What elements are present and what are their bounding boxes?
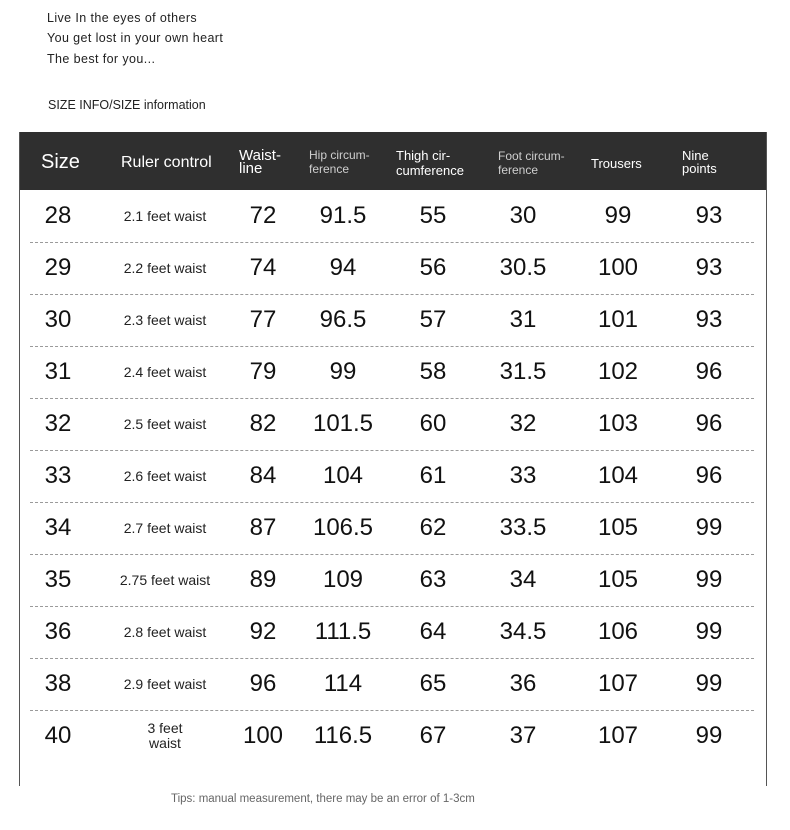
foot-cell: 34.5: [499, 618, 547, 645]
nine-points-cell: 99: [695, 514, 723, 541]
table-row: [20, 242, 766, 294]
foot-cell: 32: [509, 410, 537, 437]
waistline-cell: 79: [249, 358, 277, 385]
size-cell: 38: [44, 670, 72, 697]
waistline-cell: 96: [249, 670, 277, 697]
hip-cell: 109: [322, 566, 364, 593]
thigh-cell: 58: [419, 358, 447, 385]
thigh-cell: 61: [419, 462, 447, 489]
hip-cell: 116.5: [313, 722, 373, 749]
size-cell: 35: [44, 566, 72, 593]
nine-points-cell: 99: [695, 670, 723, 697]
ruler-control-cell: 2.6 feet waist: [123, 467, 207, 484]
trousers-cell: 102: [597, 358, 639, 385]
nine-points-cell: 99: [695, 566, 723, 593]
ruler-control-cell: 2.8 feet waist: [123, 623, 207, 640]
table-header: [20, 132, 766, 190]
foot-cell: 34: [509, 566, 537, 593]
hip-cell: 104: [322, 462, 364, 489]
header-ruler-control: Ruler control: [121, 154, 212, 171]
hip-cell: 99: [329, 358, 357, 385]
trousers-cell: 104: [597, 462, 639, 489]
waistline-cell: 72: [249, 202, 277, 229]
nine-points-cell: 93: [695, 306, 723, 333]
size-info-heading: SIZE INFO/SIZE information: [48, 98, 206, 112]
thigh-cell: 64: [419, 618, 447, 645]
foot-cell: 31.5: [499, 358, 547, 385]
hip-cell: 106.5: [312, 514, 374, 541]
waistline-cell: 100: [242, 722, 284, 749]
size-table: [19, 132, 767, 786]
waistline-cell: 84: [249, 462, 277, 489]
thigh-cell: 67: [419, 722, 447, 749]
nine-points-cell: 96: [695, 358, 723, 385]
table-row: [20, 398, 766, 450]
table-row: [20, 346, 766, 398]
size-cell: 31: [44, 358, 72, 385]
foot-cell: 30: [509, 202, 537, 229]
size-cell: 33: [44, 462, 72, 489]
foot-cell: 30.5: [499, 254, 547, 281]
trousers-cell: 101: [597, 306, 639, 333]
hip-cell: 94: [329, 254, 357, 281]
tips-note: Tips: manual measurement, there may be an error of 1-3cm: [171, 793, 475, 805]
trousers-cell: 100: [597, 254, 639, 281]
size-cell: 29: [44, 254, 72, 281]
hip-cell: 101.5: [312, 410, 374, 437]
ruler-control-cell: 2.2 feet waist: [123, 259, 207, 276]
tagline-line-3: The best for you...: [47, 52, 156, 66]
thigh-cell: 57: [419, 306, 447, 333]
trousers-cell: 106: [597, 618, 639, 645]
table-body: [20, 190, 766, 762]
table-row: [20, 710, 766, 762]
table-row: [20, 554, 766, 606]
table-row: [20, 190, 766, 242]
waistline-cell: 74: [249, 254, 277, 281]
table-row: [20, 658, 766, 710]
ruler-control-cell: 2.75 feet waist: [119, 571, 211, 588]
waistline-cell: 77: [249, 306, 277, 333]
thigh-cell: 63: [419, 566, 447, 593]
trousers-cell: 107: [597, 722, 639, 749]
waistline-cell: 87: [249, 514, 277, 541]
nine-points-cell: 93: [695, 202, 723, 229]
waistline-cell: 89: [249, 566, 277, 593]
ruler-control-cell: 2.1 feet waist: [123, 207, 207, 224]
thigh-cell: 65: [419, 670, 447, 697]
table-row: [20, 502, 766, 554]
nine-points-cell: 99: [695, 722, 723, 749]
trousers-cell: 103: [597, 410, 639, 437]
header-waistline: Waist- line: [239, 147, 281, 177]
thigh-cell: 60: [419, 410, 447, 437]
ruler-control-cell: 2.7 feet waist: [123, 519, 207, 536]
size-cell: 34: [44, 514, 72, 541]
ruler-control-cell: 2.3 feet waist: [123, 311, 207, 328]
trousers-cell: 99: [604, 202, 632, 229]
hip-cell: 114: [323, 670, 363, 697]
table-row: [20, 606, 766, 658]
tagline-line-1: Live In the eyes of others: [47, 11, 198, 25]
header-hip-circumference: Hip circum- ference: [309, 148, 370, 176]
size-cell: 30: [44, 306, 72, 333]
foot-cell: 36: [509, 670, 537, 697]
nine-points-cell: 96: [695, 410, 723, 437]
trousers-cell: 105: [597, 566, 639, 593]
size-cell: 36: [44, 618, 72, 645]
thigh-cell: 62: [419, 514, 447, 541]
hip-cell: 111.5: [314, 618, 372, 645]
ruler-control-cell: 2.5 feet waist: [123, 415, 207, 432]
tagline-line-2: You get lost in your own heart: [47, 31, 224, 45]
hip-cell: 91.5: [319, 202, 367, 229]
header-foot-circumference: Foot circum- ference: [498, 149, 565, 177]
ruler-control-cell: 3 feet waist: [147, 720, 183, 751]
thigh-cell: 56: [419, 254, 447, 281]
table-row: [20, 294, 766, 346]
trousers-cell: 105: [597, 514, 639, 541]
foot-cell: 37: [509, 722, 537, 749]
trousers-cell: 107: [597, 670, 639, 697]
ruler-control-cell: 2.4 feet waist: [123, 363, 207, 380]
hip-cell: 96.5: [319, 306, 367, 333]
waistline-cell: 82: [249, 410, 277, 437]
nine-points-cell: 99: [695, 618, 723, 645]
foot-cell: 31: [509, 306, 537, 333]
foot-cell: 33.5: [499, 514, 547, 541]
thigh-cell: 55: [419, 202, 447, 229]
nine-points-cell: 96: [695, 462, 723, 489]
size-cell: 28: [44, 202, 72, 229]
ruler-control-cell: 2.9 feet waist: [123, 675, 207, 692]
size-cell: 32: [44, 410, 72, 437]
table-row: [20, 450, 766, 502]
header-size: Size: [41, 151, 80, 173]
nine-points-cell: 93: [695, 254, 723, 281]
header-thigh-circumference: Thigh cir- cumference: [396, 148, 464, 178]
size-cell: 40: [44, 722, 72, 749]
waistline-cell: 92: [249, 618, 277, 645]
header-nine-points: Nine points: [682, 148, 717, 176]
foot-cell: 33: [509, 462, 537, 489]
header-trousers: Trousers: [591, 156, 642, 171]
